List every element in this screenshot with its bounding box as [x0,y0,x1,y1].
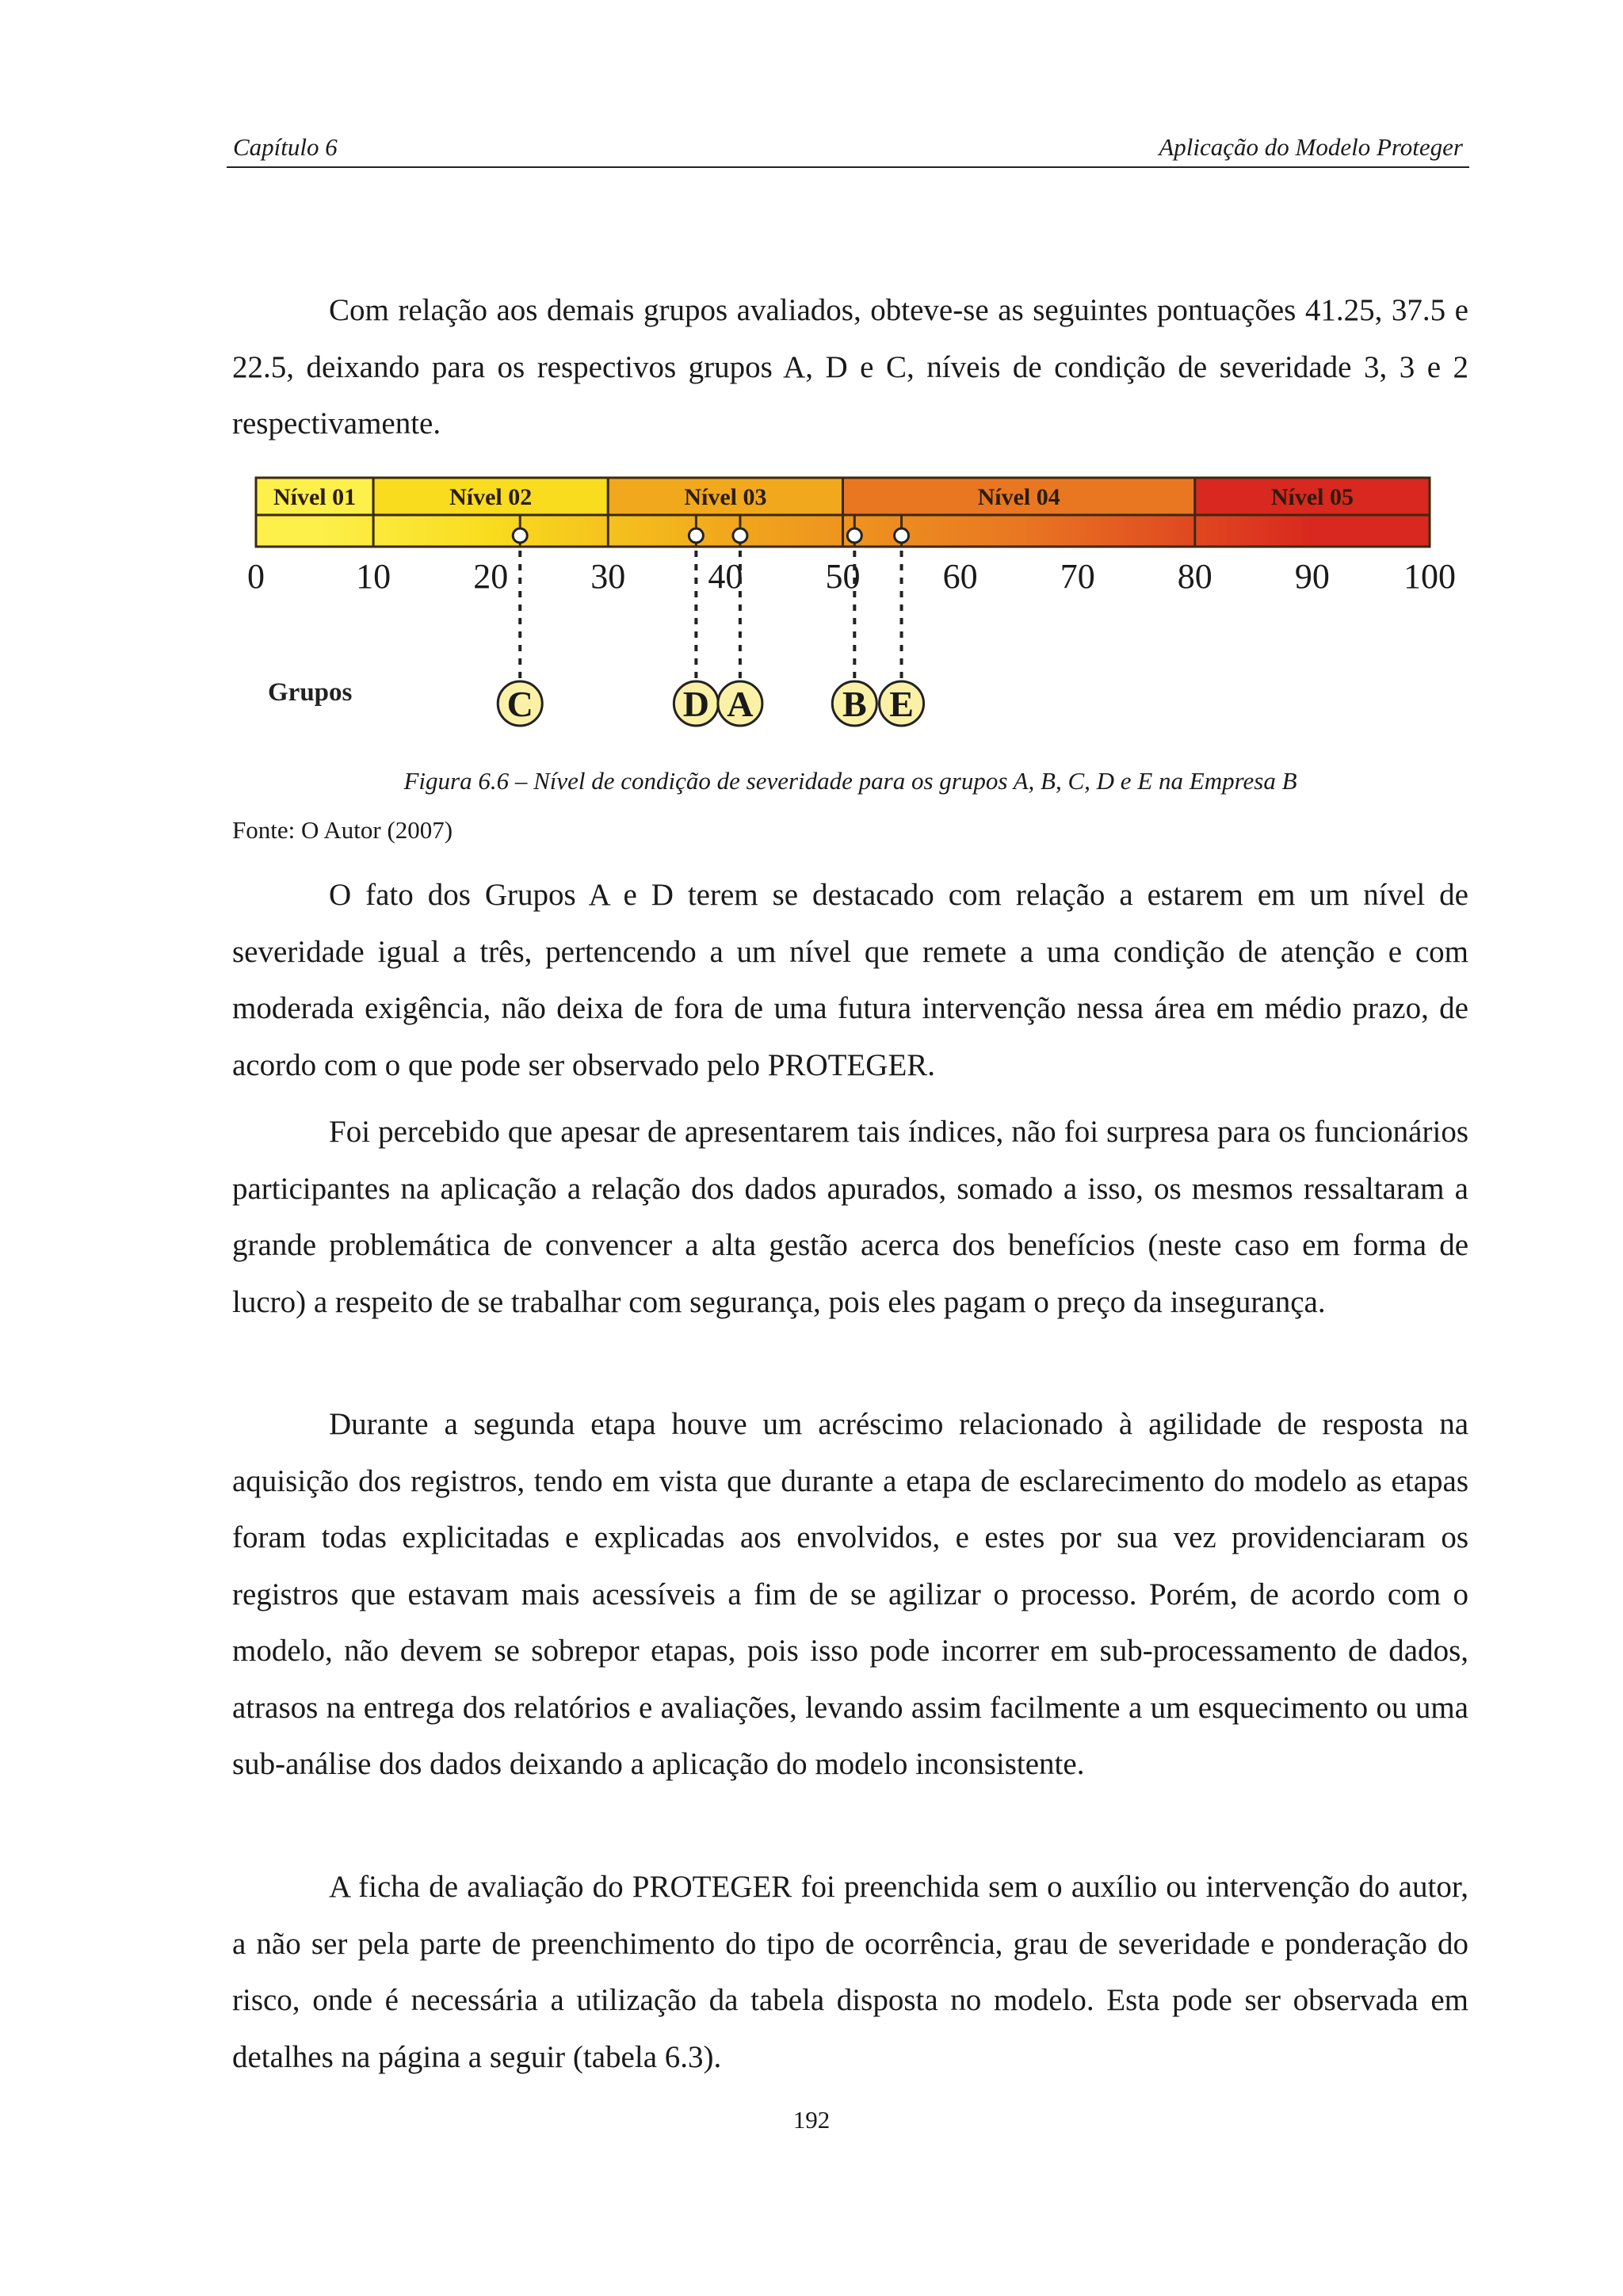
group-marker [689,528,703,543]
tick-label: 50 [825,557,861,596]
group-marker [847,528,861,543]
paragraph-1: Com relação aos demais grupos avaliados, obteve-se as seguintes pontuações 41.25, 37.5 e 22.5, deixando para os respectivos grupos A, D e C, níveis de condição de severidade 3, 3 e 2 respectivamente. [232,293,1468,441]
group-badge-label: B [842,684,867,724]
tick-label: 70 [1060,557,1095,596]
tick-label: 60 [942,557,978,596]
groups-label: Grupos [268,678,353,707]
level-label: Nível 02 [449,484,533,510]
tick-label: 80 [1177,557,1212,596]
tick-label: 30 [590,557,626,596]
level-label: Nível 03 [684,484,767,510]
tick-label: 90 [1294,557,1330,596]
group-badge-label: D [682,684,709,724]
level-label: Nível 05 [1270,484,1354,510]
paragraph-4: Durante a segunda etapa houve um acréscimo relacionado à agilidade de resposta na aquisição dos registros, tendo em vista que durante a etapa de esclarecimento do modelo as etapas foram todas explicitadas e explicadas aos envolvidos, e estes por sua vez providenciaram os registros que estavam mais acessíveis a fim de se agilizar o processo. Porém, de acordo com o modelo, não devem se sobrepor etapas, pois isso pode incorrer em sub-processamento de dados, atrasos na entrega dos relatórios e avaliações, levando assim facilmente a um esquecimento ou uma sub-análise dos dados deixando a aplicação do modelo inconsistente. [232,1407,1468,1781]
group-badge-label: A [727,684,754,724]
group-badge-label: C [506,684,533,724]
level-label: Nível 01 [273,484,357,510]
group-marker [733,528,747,543]
group-marker [895,528,909,543]
section-title: Aplicação do Modelo Proteger [1159,133,1463,161]
tick-label: 0 [247,557,265,596]
group-marker [513,528,527,543]
tick-label: 20 [473,557,509,596]
level-label: Nível 04 [977,484,1060,510]
page-number: 192 [792,2106,831,2134]
figure-caption: Figura 6.6 – Nível de condição de severidade para os grupos A, B, C, D e E na Empresa B [403,767,1297,795]
severity-scale-figure [0,0,1623,761]
paragraph-5: A ficha de avaliação do PROTEGER foi preenchida sem o auxílio ou intervenção do autor, a não ser pela parte de preenchimento do tipo de ocorrência, grau de severidade e ponderação do risco, onde é necessária a utilização da tabela disposta no modelo. Esta pode ser observada em detalhes na página a seguir (tabela 6.3). [232,1870,1468,2074]
paragraph-3: Foi percebido que apesar de apresentarem tais índices, não foi surpresa para os funcionários participantes na aplicação a relação dos dados apurados, somado a isso, os mesmos ressaltaram a grande problemática de convencer a alta gestão acerca dos benefícios (neste caso em forma de lucro) a respeito de se trabalhar com segurança, pois eles pagam o preço da insegurança. [232,1115,1468,1319]
tick-label: 100 [1403,557,1456,596]
paragraph-2: O fato dos Grupos A e D terem se destacado com relação a estarem em um nível de severidade igual a três, pertencendo a um nível que remete a uma condição de atenção e com moderada exigência, não deixa de fora de uma futura intervenção nessa área em médio prazo, de acordo com o que pode ser observado pelo PROTEGER. [232,878,1468,1082]
tick-label: 40 [708,557,743,596]
tick-label: 10 [356,557,391,596]
chapter-label: Capítulo 6 [233,133,338,161]
group-badge-label: E [889,684,914,724]
figure-source: Fonte: O Autor (2007) [232,816,453,844]
